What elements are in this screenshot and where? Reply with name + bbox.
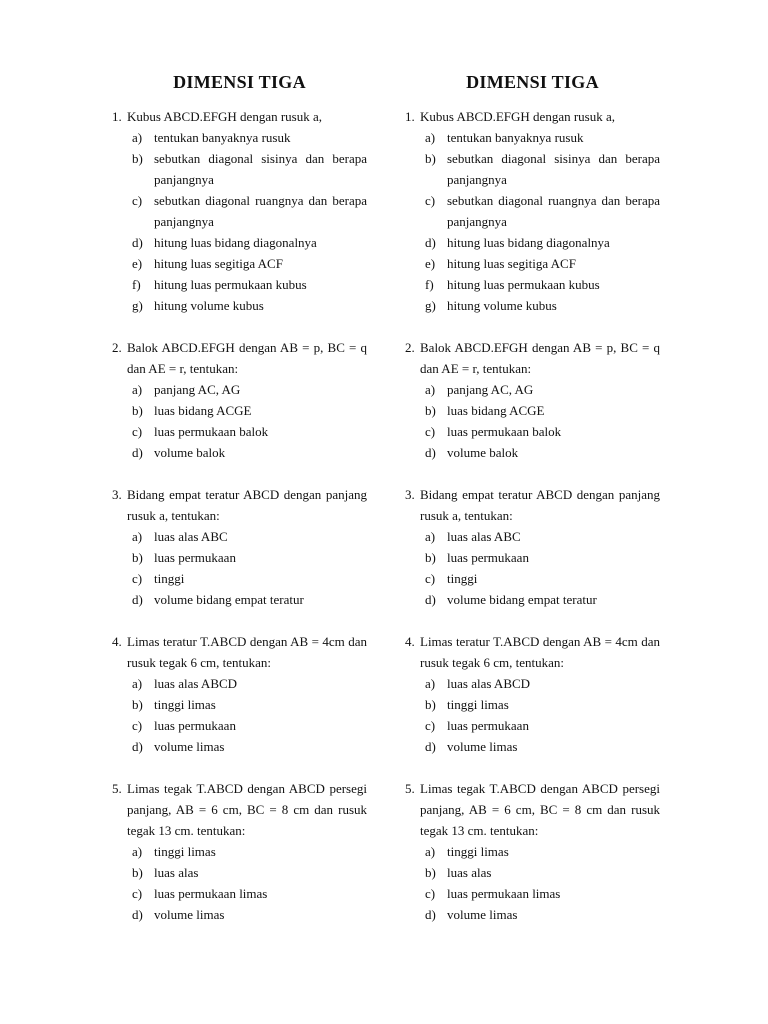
sub-question-label: c): [425, 424, 436, 439]
sub-question-text: hitung luas bidang diagonalnya: [447, 235, 610, 250]
question-5: [112, 778, 367, 925]
sub-question: [405, 673, 660, 694]
sub-question-label: a): [132, 382, 143, 397]
question-number: 4.: [112, 634, 122, 649]
sub-question-label: b): [132, 550, 143, 565]
sub-question-label: a): [425, 382, 436, 397]
sub-question-label: f): [132, 277, 141, 292]
sub-question-text: panjang AC, AG: [154, 382, 241, 397]
question-text: Limas tegak T.ABCD dengan ABCD persegi panjang, AB = 6 cm, BC = 8 cm dan rusuk tegak 13 cm. tentukan:: [420, 781, 660, 838]
sub-question-list: [112, 673, 367, 757]
sub-question-label: a): [425, 529, 436, 544]
sub-question-label: g): [425, 298, 436, 313]
sub-question-label: a): [132, 676, 143, 691]
sub-question-list: [405, 379, 660, 463]
sub-question: [405, 547, 660, 568]
sub-question: [112, 589, 367, 610]
sub-question-label: c): [132, 886, 143, 901]
sub-question-text: luas bidang ACGE: [154, 403, 252, 418]
sub-question-text: luas alas ABCD: [447, 676, 531, 691]
sub-question-label: d): [132, 445, 143, 460]
sub-question: [405, 400, 660, 421]
sub-question: [112, 862, 367, 883]
sub-question: [405, 883, 660, 904]
sub-question-text: luas alas: [447, 865, 492, 880]
sub-question-label: b): [425, 550, 436, 565]
sub-question-label: c): [132, 193, 143, 208]
question-1: [405, 106, 660, 316]
sub-question-label: e): [425, 256, 436, 271]
sub-question-text: hitung luas permukaan kubus: [154, 277, 307, 292]
sub-question-text: tinggi limas: [154, 697, 216, 712]
question-number: 3.: [405, 487, 415, 502]
sub-question-label: b): [425, 403, 436, 418]
question-text: Kubus ABCD.EFGH dengan rusuk a,: [420, 109, 615, 124]
sub-question: [405, 568, 660, 589]
sub-question-label: b): [132, 865, 143, 880]
sub-question-text: volume limas: [447, 907, 518, 922]
sub-question-text: volume balok: [447, 445, 519, 460]
sub-question: [405, 715, 660, 736]
sub-question-text: luas permukaan: [154, 718, 236, 733]
question-text: Bidang empat teratur ABCD dengan panjang rusuk a, tentukan:: [127, 487, 367, 523]
sub-question: [112, 190, 367, 232]
question-number: 1.: [405, 109, 415, 124]
sub-question-text: hitung luas bidang diagonalnya: [154, 235, 317, 250]
sub-question: [112, 568, 367, 589]
sub-question-list: [112, 841, 367, 925]
sub-question-label: c): [132, 718, 143, 733]
sub-question-label: d): [425, 739, 436, 754]
sub-question-label: d): [425, 235, 436, 250]
question-number: 3.: [112, 487, 122, 502]
sub-question-text: tinggi limas: [447, 844, 509, 859]
sub-question-label: g): [132, 298, 143, 313]
sub-question-label: c): [425, 193, 436, 208]
sub-question-text: hitung luas segitiga ACF: [154, 256, 283, 271]
question-3: [405, 484, 660, 610]
sub-question-text: hitung luas permukaan kubus: [447, 277, 600, 292]
sub-question-label: b): [425, 865, 436, 880]
sub-question-list: [405, 841, 660, 925]
question-text: Kubus ABCD.EFGH dengan rusuk a,: [127, 109, 322, 124]
sub-question-label: d): [132, 739, 143, 754]
sub-question-text: tinggi limas: [154, 844, 216, 859]
sub-question: [112, 841, 367, 862]
sub-question-text: volume limas: [154, 907, 225, 922]
sub-question: [112, 421, 367, 442]
sub-question: [112, 148, 367, 190]
question-1: [112, 106, 367, 316]
sub-question-label: b): [132, 403, 143, 418]
sub-question: [112, 274, 367, 295]
sub-question-text: volume balok: [154, 445, 226, 460]
page-title: DIMENSI TIGA: [173, 72, 306, 92]
sub-question-text: tentukan banyaknya rusuk: [447, 130, 584, 145]
sub-question: [405, 904, 660, 925]
sub-question-text: tinggi: [154, 571, 185, 586]
sub-question-text: luas permukaan limas: [447, 886, 561, 901]
sub-question-label: c): [425, 718, 436, 733]
sub-question-text: luas permukaan: [447, 550, 529, 565]
sub-question-text: tinggi limas: [447, 697, 509, 712]
sub-question-text: luas permukaan balok: [447, 424, 562, 439]
question-4: [112, 631, 367, 757]
sub-question: [405, 526, 660, 547]
sub-question-list: [112, 127, 367, 316]
question-2: [405, 337, 660, 463]
sub-question-text: luas permukaan: [154, 550, 236, 565]
sub-question-list: [112, 379, 367, 463]
question-4: [405, 631, 660, 757]
question-number: 5.: [112, 781, 122, 796]
sub-question: [112, 127, 367, 148]
sub-question-text: volume limas: [154, 739, 225, 754]
sub-question-label: b): [425, 151, 436, 166]
question-number: 2.: [405, 340, 415, 355]
sub-question-label: a): [425, 844, 436, 859]
sub-question-text: volume limas: [447, 739, 518, 754]
sub-question-text: luas alas: [154, 865, 199, 880]
sub-question-text: tinggi: [447, 571, 478, 586]
sub-question: [405, 841, 660, 862]
page-title: DIMENSI TIGA: [466, 72, 599, 92]
question-text: Limas teratur T.ABCD dengan AB = 4cm dan rusuk tegak 6 cm, tentukan:: [420, 634, 660, 670]
question-number: 4.: [405, 634, 415, 649]
sub-question-text: luas permukaan balok: [154, 424, 269, 439]
question-number: 2.: [112, 340, 122, 355]
sub-question: [405, 736, 660, 757]
sub-question-text: sebutkan diagonal sisinya dan berapa panjangnya: [447, 151, 660, 187]
sub-question: [405, 127, 660, 148]
sub-question-text: sebutkan diagonal ruangnya dan berapa panjangnya: [447, 193, 660, 229]
sub-question-text: hitung luas segitiga ACF: [447, 256, 576, 271]
sub-question-list: [405, 673, 660, 757]
sub-question-text: luas bidang ACGE: [447, 403, 545, 418]
sub-question-label: b): [132, 151, 143, 166]
sub-question-text: luas alas ABCD: [154, 676, 238, 691]
sub-question-label: e): [132, 256, 143, 271]
sub-question-text: luas alas ABC: [447, 529, 521, 544]
sub-question: [112, 673, 367, 694]
sub-question: [405, 295, 660, 316]
sub-question-text: luas alas ABC: [154, 529, 228, 544]
question-text: Limas tegak T.ABCD dengan ABCD persegi panjang, AB = 6 cm, BC = 8 cm dan rusuk tegak 13 cm. tentukan:: [127, 781, 367, 838]
sub-question-label: d): [132, 907, 143, 922]
sub-question: [112, 904, 367, 925]
sub-question: [112, 694, 367, 715]
sub-question-label: d): [425, 445, 436, 460]
question-number: 5.: [405, 781, 415, 796]
sub-question: [112, 379, 367, 400]
sub-question: [405, 442, 660, 463]
sub-question-label: d): [132, 592, 143, 607]
sub-question-text: sebutkan diagonal ruangnya dan berapa panjangnya: [154, 193, 367, 229]
sub-question-list: [405, 127, 660, 316]
sub-question: [112, 547, 367, 568]
sub-question: [112, 253, 367, 274]
question-text: Limas teratur T.ABCD dengan AB = 4cm dan rusuk tegak 6 cm, tentukan:: [127, 634, 367, 670]
sub-question-label: c): [425, 886, 436, 901]
sub-question: [405, 379, 660, 400]
sub-question-list: [112, 526, 367, 610]
sub-question-label: c): [132, 424, 143, 439]
sub-question-label: f): [425, 277, 434, 292]
sub-question-label: c): [132, 571, 143, 586]
sub-question: [405, 148, 660, 190]
sub-question-text: hitung volume kubus: [447, 298, 557, 313]
right-column: [405, 70, 660, 946]
sub-question-label: a): [132, 844, 143, 859]
sub-question: [112, 442, 367, 463]
sub-question: [405, 253, 660, 274]
sub-question: [112, 400, 367, 421]
sub-question-list: [405, 526, 660, 610]
sub-question-text: hitung volume kubus: [154, 298, 264, 313]
sub-question: [112, 883, 367, 904]
sub-question-label: d): [425, 907, 436, 922]
sub-question: [112, 715, 367, 736]
sub-question: [405, 190, 660, 232]
sub-question-label: a): [132, 130, 143, 145]
sub-question: [405, 274, 660, 295]
sub-question-text: tentukan banyaknya rusuk: [154, 130, 291, 145]
question-number: 1.: [112, 109, 122, 124]
sub-question: [405, 232, 660, 253]
sub-question-text: panjang AC, AG: [447, 382, 534, 397]
sub-question: [405, 589, 660, 610]
sub-question: [112, 232, 367, 253]
sub-question-label: d): [425, 592, 436, 607]
sub-question-text: volume bidang empat teratur: [154, 592, 304, 607]
question-text: Balok ABCD.EFGH dengan AB = p, BC = q dan AE = r, tentukan:: [127, 340, 367, 376]
sub-question-label: b): [132, 697, 143, 712]
question-2: [112, 337, 367, 463]
left-column: [112, 70, 367, 946]
sub-question-label: d): [132, 235, 143, 250]
question-text: Balok ABCD.EFGH dengan AB = p, BC = q dan AE = r, tentukan:: [420, 340, 660, 376]
sub-question-text: luas permukaan limas: [154, 886, 268, 901]
sub-question: [405, 862, 660, 883]
sub-question-text: volume bidang empat teratur: [447, 592, 597, 607]
sub-question-label: b): [425, 697, 436, 712]
sub-question: [112, 526, 367, 547]
sub-question-label: a): [425, 676, 436, 691]
sub-question: [405, 694, 660, 715]
question-5: [405, 778, 660, 925]
question-3: [112, 484, 367, 610]
question-text: Bidang empat teratur ABCD dengan panjang rusuk a, tentukan:: [420, 487, 660, 523]
sub-question: [405, 421, 660, 442]
sub-question-text: luas permukaan: [447, 718, 529, 733]
sub-question-text: sebutkan diagonal sisinya dan berapa panjangnya: [154, 151, 367, 187]
sub-question-label: a): [425, 130, 436, 145]
sub-question: [112, 736, 367, 757]
sub-question: [112, 295, 367, 316]
sub-question-label: c): [425, 571, 436, 586]
sub-question-label: a): [132, 529, 143, 544]
